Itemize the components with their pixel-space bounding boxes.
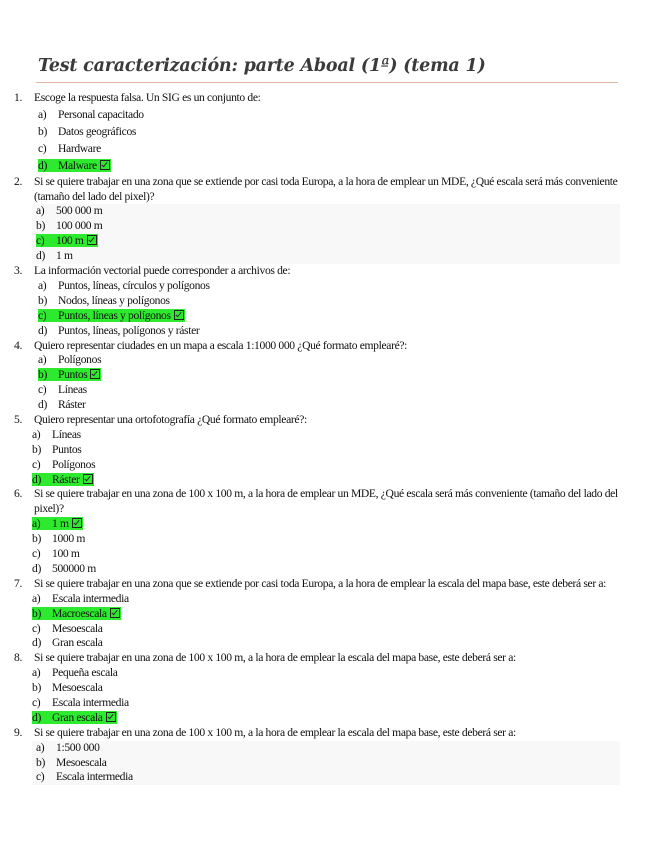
option-text: Escala intermedia bbox=[52, 695, 129, 709]
answer-option bbox=[32, 234, 620, 249]
answer-option bbox=[32, 770, 620, 785]
question-text: Quiero representar una ortofotografía ¿Qué formato emplearé?: bbox=[34, 412, 307, 426]
answer-option bbox=[14, 636, 620, 651]
answer-options bbox=[14, 666, 620, 726]
question-header bbox=[14, 577, 620, 592]
question-number: 6. bbox=[14, 487, 22, 501]
question-text: Escoge la respuesta falsa. Un SIG es un conjunto de: bbox=[34, 91, 261, 104]
answer-option bbox=[14, 517, 620, 532]
answer-option bbox=[14, 666, 620, 681]
option-text: 500 000 m bbox=[56, 204, 103, 218]
option-letter: d) bbox=[38, 323, 47, 337]
answer-content bbox=[38, 398, 86, 411]
option-text: Puntos bbox=[52, 442, 82, 456]
answer-option bbox=[14, 368, 620, 383]
question-header bbox=[14, 487, 620, 517]
answer-content bbox=[32, 428, 81, 441]
option-letter: a) bbox=[38, 278, 47, 292]
option-text: Malware bbox=[58, 159, 97, 173]
question-text: La información vectorial puede corresponder a archivos de: bbox=[34, 264, 291, 278]
option-text: Ráster bbox=[52, 472, 80, 486]
option-letter: a) bbox=[38, 107, 47, 121]
option-letter: a) bbox=[36, 740, 45, 754]
answer-option bbox=[14, 383, 620, 398]
answer-content bbox=[36, 204, 102, 217]
correct-answer-highlight bbox=[32, 607, 121, 620]
answer-option bbox=[14, 324, 620, 339]
option-text: 1:500 000 bbox=[56, 740, 100, 754]
option-letter: c) bbox=[36, 234, 45, 248]
question-2 bbox=[14, 175, 620, 264]
answer-content bbox=[38, 353, 101, 366]
answer-options bbox=[14, 353, 620, 413]
question-text: Si se quiere trabajar en una zona de 100 x 100 m, a la hora de emplear la escala del mapa base, este deberá ser a: bbox=[34, 725, 516, 739]
title-underline bbox=[36, 82, 618, 83]
option-letter: c) bbox=[38, 142, 47, 156]
option-text: Puntos, líneas y polígonos bbox=[58, 308, 171, 322]
answer-option bbox=[14, 622, 620, 637]
answer-option bbox=[14, 279, 620, 294]
question-text: Si se quiere trabajar en una zona de 100 x 100 m, a la hora de emplear la escala del mapa base, este deberá ser a: bbox=[34, 651, 516, 665]
question-number: 5. bbox=[14, 412, 22, 426]
answer-option bbox=[14, 458, 620, 473]
answer-content bbox=[32, 636, 103, 649]
option-text: 100 000 m bbox=[56, 219, 103, 233]
option-text: Mesoescala bbox=[56, 755, 107, 769]
option-letter: c) bbox=[32, 695, 41, 709]
answer-content bbox=[36, 249, 73, 262]
answer-content bbox=[32, 592, 129, 605]
option-letter: c) bbox=[36, 770, 45, 784]
question-header bbox=[14, 339, 620, 354]
option-text: Escala intermedia bbox=[56, 770, 133, 784]
answer-content bbox=[36, 219, 102, 232]
answer-content bbox=[38, 294, 170, 307]
option-text: Macroescala bbox=[52, 606, 107, 620]
page-title: Test caracterización: parte Aboal (1ª) (tema 1) bbox=[38, 56, 486, 76]
answer-option bbox=[14, 473, 620, 488]
answer-content bbox=[38, 324, 199, 337]
option-letter: a) bbox=[32, 666, 41, 680]
correct-answer-highlight bbox=[38, 309, 185, 322]
option-text: Puntos bbox=[58, 368, 88, 382]
answer-option bbox=[32, 249, 620, 264]
question-number: 4. bbox=[14, 338, 22, 352]
option-letter: b) bbox=[38, 125, 47, 139]
option-text: Puntos, líneas, polígonos y ráster bbox=[58, 323, 200, 337]
option-text: Gran escala bbox=[52, 636, 103, 650]
answer-options bbox=[14, 106, 620, 175]
answer-content bbox=[32, 443, 81, 456]
option-letter: d) bbox=[38, 159, 47, 173]
question-4 bbox=[14, 339, 620, 413]
correct-answer-highlight bbox=[32, 517, 83, 530]
option-letter: c) bbox=[32, 457, 41, 471]
answer-option bbox=[14, 711, 620, 726]
question-8 bbox=[14, 651, 620, 725]
answer-content bbox=[32, 562, 96, 575]
question-number: 8. bbox=[14, 651, 22, 665]
answer-options bbox=[14, 517, 620, 577]
option-letter: d) bbox=[32, 636, 41, 650]
question-header bbox=[14, 726, 620, 741]
correct-answer-highlight bbox=[38, 368, 101, 381]
question-header bbox=[14, 264, 620, 279]
option-letter: b) bbox=[32, 532, 41, 546]
option-letter: a) bbox=[36, 204, 45, 218]
question-header bbox=[14, 651, 620, 666]
option-text: Nodos, líneas y polígonos bbox=[58, 293, 170, 307]
option-letter: c) bbox=[38, 383, 47, 397]
question-header bbox=[14, 175, 620, 205]
answer-options bbox=[14, 279, 620, 339]
answer-content bbox=[32, 547, 80, 560]
correct-answer-highlight bbox=[32, 473, 94, 486]
correct-answer-highlight bbox=[38, 159, 111, 172]
answer-option bbox=[32, 219, 620, 234]
option-text: 1 m bbox=[56, 249, 73, 263]
option-letter: d) bbox=[32, 472, 41, 486]
answer-options bbox=[32, 741, 620, 786]
answer-option bbox=[14, 428, 620, 443]
option-letter: b) bbox=[32, 606, 41, 620]
answer-option bbox=[14, 353, 620, 368]
option-letter: b) bbox=[36, 755, 45, 769]
option-letter: c) bbox=[32, 621, 41, 635]
check-box-icon bbox=[87, 235, 97, 245]
question-text: Si se quiere trabajar en una zona de 100 x 100 m, a la hora de emplear un MDE, ¿Qué escala será más conveniente (tamaño del lado del pixel)? bbox=[34, 487, 618, 516]
answer-option bbox=[14, 443, 620, 458]
question-1 bbox=[14, 91, 620, 175]
option-letter: a) bbox=[32, 517, 41, 531]
question-number: 9. bbox=[14, 725, 22, 739]
question-3 bbox=[14, 264, 620, 338]
option-text: 1000 m bbox=[52, 532, 86, 546]
correct-answer-highlight bbox=[32, 711, 117, 724]
question-number: 3. bbox=[14, 264, 22, 278]
option-letter: b) bbox=[32, 442, 41, 456]
answer-content bbox=[32, 696, 129, 709]
question-6 bbox=[14, 487, 620, 576]
question-text: Si se quiere trabajar en una zona que se extiende por casi toda Europa, a la hora de emplear un MDE, ¿Qué escala será más conveniente (tamaño del lado del pixel)? bbox=[34, 174, 618, 203]
question-7 bbox=[14, 577, 620, 651]
answer-options bbox=[32, 204, 620, 264]
answer-content bbox=[36, 741, 100, 754]
option-text: Hardware bbox=[58, 142, 101, 156]
answer-option bbox=[14, 532, 620, 547]
question-9 bbox=[14, 726, 620, 786]
check-box-icon bbox=[174, 310, 184, 320]
option-text: 100 m bbox=[56, 234, 84, 248]
option-letter: b) bbox=[36, 219, 45, 233]
option-letter: c) bbox=[38, 308, 47, 322]
answer-content bbox=[32, 666, 118, 679]
option-text: Polígonos bbox=[58, 353, 102, 367]
answer-content bbox=[32, 458, 95, 471]
option-text: Líneas bbox=[58, 383, 87, 397]
option-letter: a) bbox=[32, 427, 41, 441]
answer-option bbox=[32, 756, 620, 771]
answer-option bbox=[14, 592, 620, 607]
answer-content bbox=[32, 532, 85, 545]
option-letter: b) bbox=[38, 293, 47, 307]
option-letter: b) bbox=[32, 681, 41, 695]
answer-content bbox=[36, 756, 107, 769]
answer-content bbox=[32, 622, 103, 635]
check-box-icon bbox=[90, 369, 100, 379]
answer-option bbox=[14, 607, 620, 622]
option-text: Mesoescala bbox=[52, 681, 103, 695]
question-number: 2. bbox=[14, 174, 22, 188]
answer-options bbox=[14, 592, 620, 652]
option-text: Personal capacitado bbox=[58, 107, 144, 121]
check-box-icon bbox=[83, 474, 93, 484]
question-text: Quiero representar ciudades en un mapa a escala 1:1000 000 ¿Qué formato emplearé?: bbox=[34, 338, 408, 352]
answer-content bbox=[38, 142, 101, 155]
option-letter: d) bbox=[36, 249, 45, 263]
answer-option bbox=[14, 398, 620, 413]
answer-content bbox=[36, 770, 133, 783]
answer-content bbox=[38, 108, 144, 121]
answer-option bbox=[14, 547, 620, 562]
answer-content bbox=[38, 279, 210, 292]
option-text: Líneas bbox=[52, 427, 81, 441]
option-letter: a) bbox=[38, 353, 47, 367]
answer-option bbox=[14, 157, 620, 174]
answer-option bbox=[14, 309, 620, 324]
check-box-icon bbox=[106, 712, 116, 722]
option-text: Ráster bbox=[58, 398, 86, 412]
option-text: Escala intermedia bbox=[52, 591, 129, 605]
quiz-list bbox=[14, 91, 620, 785]
answer-options bbox=[14, 428, 620, 488]
answer-option bbox=[14, 681, 620, 696]
option-letter: d) bbox=[32, 710, 41, 724]
question-number: 1. bbox=[14, 91, 22, 104]
option-text: Gran escala bbox=[52, 710, 103, 724]
answer-option bbox=[14, 123, 620, 140]
answer-option bbox=[14, 562, 620, 577]
answer-option bbox=[14, 140, 620, 157]
answer-option bbox=[14, 106, 620, 123]
check-box-icon bbox=[110, 608, 120, 618]
option-text: Pequeña escala bbox=[52, 666, 118, 680]
answer-content bbox=[38, 383, 87, 396]
question-5 bbox=[14, 413, 620, 487]
question-header bbox=[14, 413, 620, 428]
option-letter: a) bbox=[32, 591, 41, 605]
check-box-icon bbox=[100, 160, 110, 170]
option-letter: b) bbox=[38, 368, 47, 382]
correct-answer-highlight bbox=[36, 234, 98, 247]
check-box-icon bbox=[72, 518, 82, 528]
question-header bbox=[14, 91, 620, 106]
question-text: Si se quiere trabajar en una zona que se extiende por casi toda Europa, a la hora de emplear la escala del mapa base, este deberá ser a: bbox=[34, 576, 607, 590]
answer-content bbox=[38, 125, 136, 138]
option-text: 1 m bbox=[52, 517, 69, 531]
option-letter: d) bbox=[38, 398, 47, 412]
answer-option bbox=[32, 741, 620, 756]
question-number: 7. bbox=[14, 576, 22, 590]
option-letter: d) bbox=[32, 561, 41, 575]
option-text: 100 m bbox=[52, 547, 80, 561]
answer-option bbox=[14, 294, 620, 309]
option-text: 500000 m bbox=[52, 561, 96, 575]
answer-option bbox=[32, 204, 620, 219]
option-letter: c) bbox=[32, 547, 41, 561]
option-text: Datos geográficos bbox=[58, 125, 137, 139]
option-text: Mesoescala bbox=[52, 621, 103, 635]
option-text: Polígonos bbox=[52, 457, 96, 471]
answer-option bbox=[14, 696, 620, 711]
answer-content bbox=[32, 681, 103, 694]
option-text: Puntos, líneas, círculos y polígonos bbox=[58, 278, 210, 292]
